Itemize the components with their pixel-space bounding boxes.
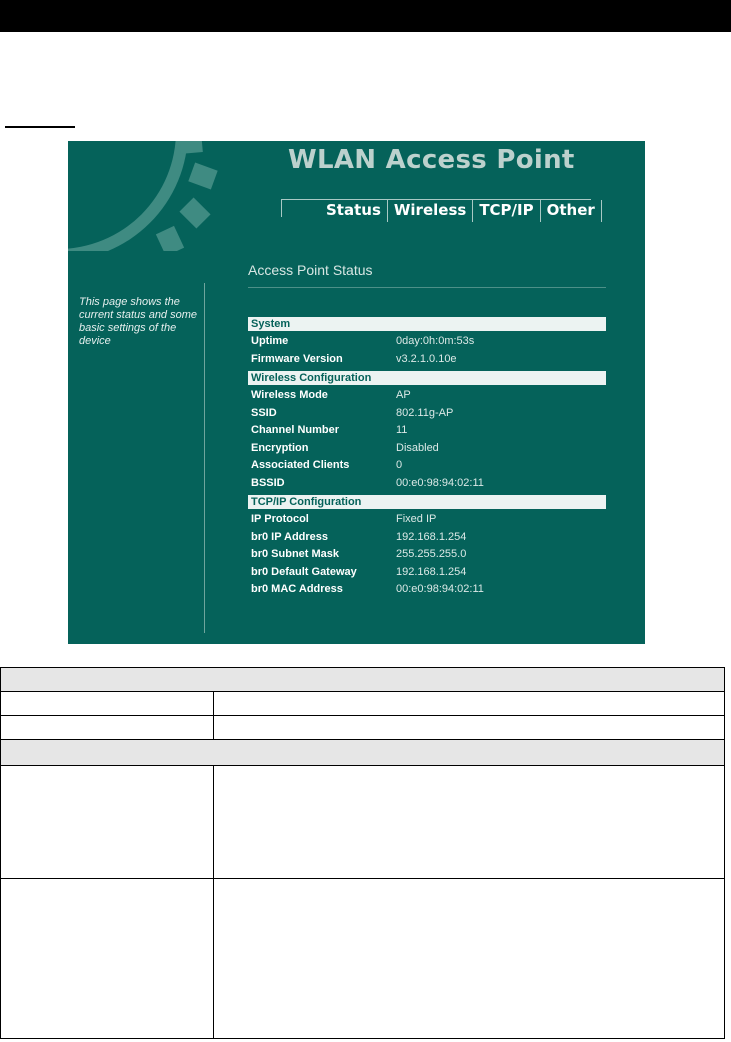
row-mac-address bbox=[248, 581, 606, 599]
table-row bbox=[1, 716, 725, 740]
row-subnet-mask bbox=[248, 546, 606, 564]
label: SSID bbox=[251, 406, 277, 419]
label: Associated Clients bbox=[251, 459, 350, 471]
row-ip-address bbox=[248, 529, 606, 547]
value: v3.2.1.0.10e bbox=[396, 352, 457, 365]
value: 00:e0:98:94:02:11 bbox=[396, 583, 484, 595]
label: Firmware Version bbox=[251, 352, 343, 365]
row-gateway bbox=[248, 564, 606, 582]
value: 0 bbox=[396, 459, 403, 471]
table-section-header bbox=[1, 740, 725, 766]
tab-other[interactable]: Other bbox=[541, 200, 602, 222]
row-uptime bbox=[248, 333, 606, 351]
label: br0 Subnet Mask bbox=[251, 548, 340, 560]
label: br0 MAC Address bbox=[251, 583, 343, 595]
row-ssid bbox=[248, 405, 606, 423]
table-row bbox=[1, 879, 725, 1039]
value: 802.11g-AP bbox=[396, 406, 454, 419]
label: Encryption bbox=[251, 441, 309, 454]
value: AP bbox=[396, 389, 411, 401]
tab-bar bbox=[320, 200, 602, 222]
value: 255.255.255.0 bbox=[396, 548, 467, 560]
value: Fixed IP bbox=[396, 513, 437, 525]
section-system: System bbox=[248, 317, 606, 331]
tab-wireless[interactable]: Wireless bbox=[388, 200, 473, 222]
sidebar-divider bbox=[204, 283, 205, 633]
row-wireless-mode bbox=[248, 387, 606, 405]
sidebar-description: This page shows the current status and some basic settings of the device bbox=[79, 296, 198, 347]
value: 0day:0h:0m:53s bbox=[396, 335, 475, 347]
label: IP Protocol bbox=[251, 513, 309, 525]
table-row bbox=[1, 692, 725, 716]
tab-bar-edge bbox=[281, 199, 282, 217]
row-firmware bbox=[248, 351, 606, 369]
row-encryption bbox=[248, 440, 606, 458]
label: Channel Number bbox=[251, 424, 340, 436]
tab-tcpip[interactable]: TCP/IP bbox=[473, 200, 540, 222]
row-clients bbox=[248, 457, 606, 475]
tab-status[interactable]: Status bbox=[320, 200, 388, 222]
value: 192.168.1.254 bbox=[396, 565, 467, 578]
value: 00:e0:98:94:02:11 bbox=[396, 476, 484, 489]
section-tcpip: TCP/IP Configuration bbox=[248, 495, 606, 509]
label: Wireless Mode bbox=[251, 389, 328, 401]
status-table bbox=[248, 314, 606, 599]
app-title: WLAN Access Point bbox=[288, 145, 575, 175]
section-wireless: Wireless Configuration bbox=[248, 371, 606, 385]
label: br0 IP Address bbox=[251, 530, 329, 543]
label: Uptime bbox=[251, 335, 289, 347]
value: 192.168.1.254 bbox=[396, 530, 467, 543]
value: Disabled bbox=[396, 441, 439, 454]
label: BSSID bbox=[251, 476, 285, 489]
row-channel bbox=[248, 422, 606, 440]
page-title: Access Point Status bbox=[248, 262, 373, 278]
heading-divider bbox=[248, 287, 606, 288]
row-bssid bbox=[248, 475, 606, 493]
row-ip-protocol bbox=[248, 511, 606, 529]
ap-status-screenshot bbox=[68, 141, 645, 644]
document-header-bar bbox=[0, 0, 731, 32]
gear-icon bbox=[68, 141, 228, 251]
table-section-header bbox=[1, 668, 725, 692]
description-table bbox=[0, 667, 725, 1039]
label: br0 Default Gateway bbox=[251, 565, 357, 578]
value: 11 bbox=[396, 424, 408, 436]
table-row bbox=[1, 766, 725, 879]
section-underline bbox=[5, 110, 75, 128]
